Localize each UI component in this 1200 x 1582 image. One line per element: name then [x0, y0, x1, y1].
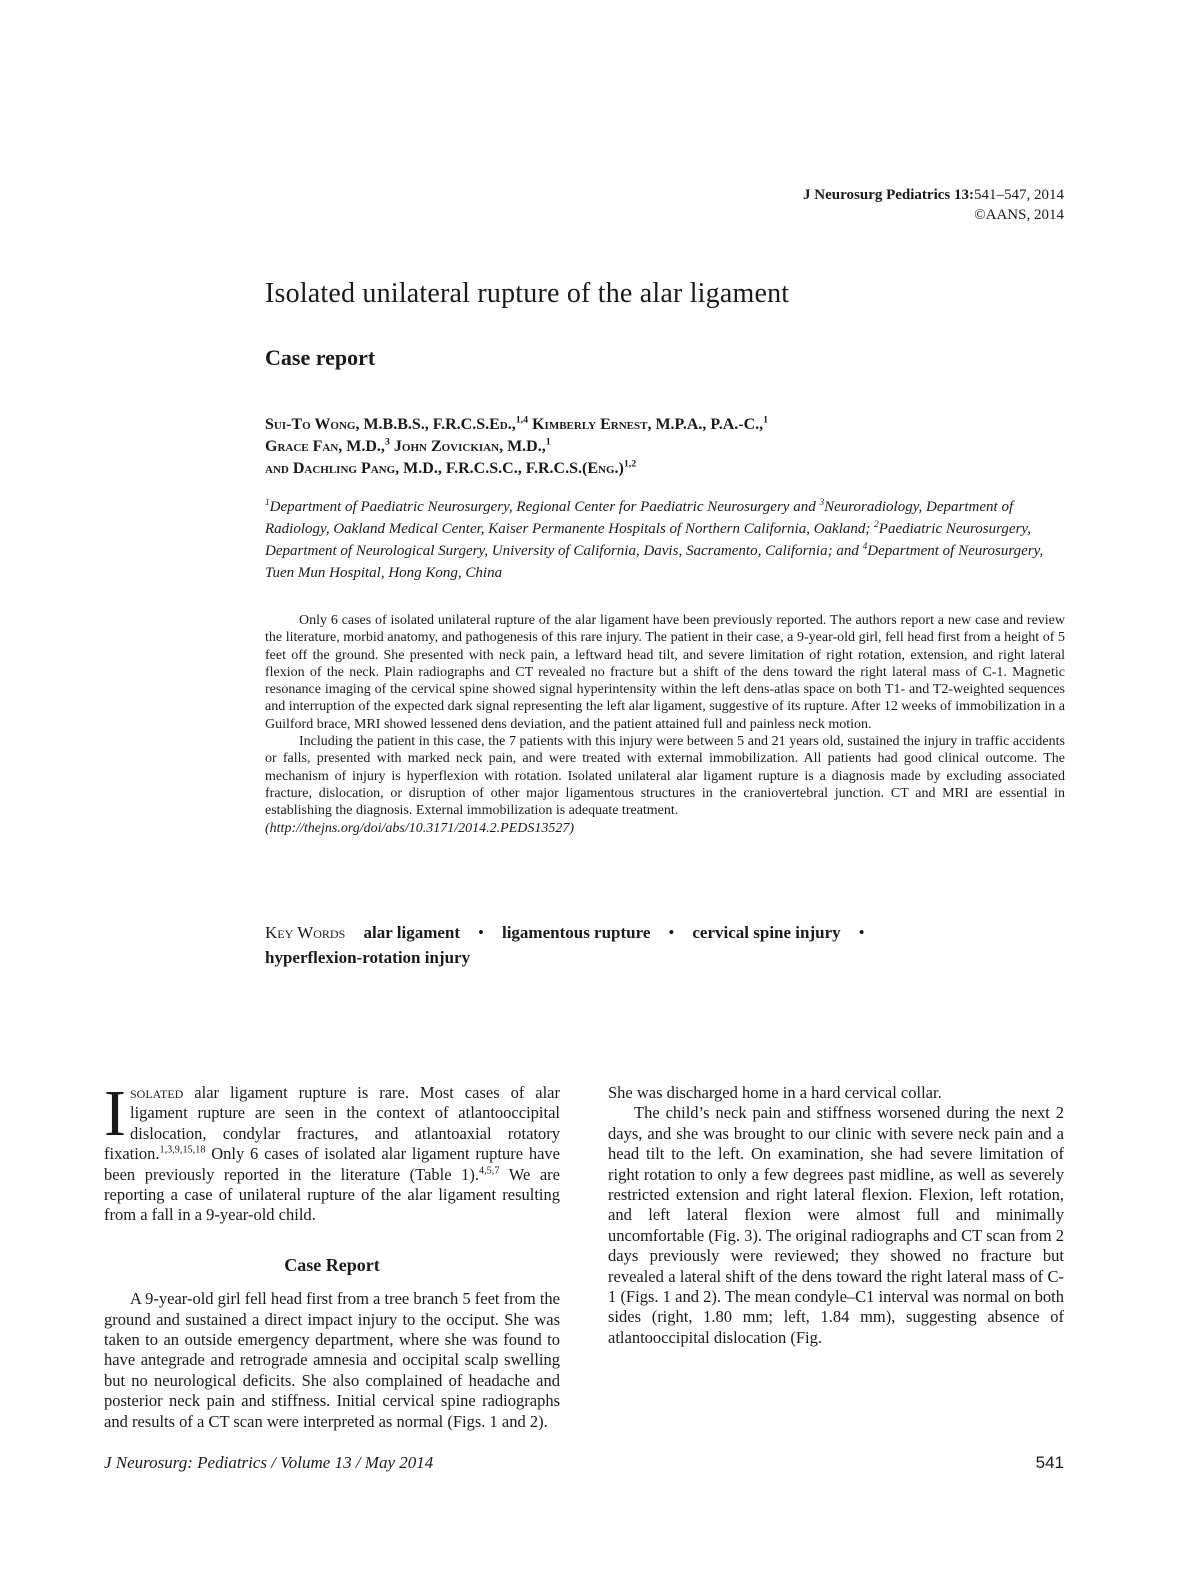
copyright: ©AANS, 2014 [974, 207, 1064, 223]
author-list: Sui-To Wong, M.B.B.S., F.R.C.S.Ed.,$^{1,4}$ Kimberly Ernest, M.P.A., P.A.-C.,$^1$ Grace Fan, M.D.,$^3$ John Zovickian, M.D.,$^1$ and Dachling Pang, M.D., F.R.C.S.C., $F.R.C.S.(Eng.)^{1,2}$ [265, 414, 769, 477]
author: John Zovickian, M.D., [389, 438, 546, 455]
intro-paragraph: Isolated alar ligament rupture is rare. Most cases of alar ligament rupture are seen in the context of atlantooccipital dislocation, condylar fractures, and atlantoaxial rotatory fixation.$^{1,3,9,15,18}$ Only 6 cases of isolated alar ligament rupture have been previously reported in the literature (Table 1).$^{4,5,7}$ We are reporting a case of unilateral rupture of the alar ligament resulting from a fall in a 9-year-old child. [104, 1077, 560, 1225]
author: and Dachling Pang, M.D., F.R.C.S.C., F.R.C.S.(Eng.) [265, 460, 624, 477]
keyword: ligamentous rupture [501, 923, 651, 942]
bullet-separator: • [478, 923, 484, 942]
journal-pages: 541–547, 2014 [974, 187, 1064, 203]
footer-citation: J Neurosurg: Pediatrics / Volume 13 / May 2014 [104, 1453, 434, 1472]
keyword: cervical spine injury [692, 923, 841, 942]
keyword: hyperflexion-rotation injury [265, 948, 471, 967]
body-paragraph: A 9-year-old girl fell head first from a tree branch 5 feet from the ground and sustained a direct impact injury to the occiput. She was taken to an outside emergency department, where she was found to have antegrade and retrograde amnesia and occipital scalp swelling but no neurological deficits. She also complained of headache and posterior neck pain and stiffness. Initial cervical spine radiographs and results of a CT scan were interpreted as normal (Figs. 1 and 2). [104, 1289, 560, 1431]
keyword: alar ligament [363, 923, 461, 942]
bullet-separator: • [858, 923, 865, 942]
author: Sui-To Wong, M.B.B.S., F.R.C.S.Ed., [265, 416, 516, 433]
section-heading: Case Report [284, 1254, 380, 1275]
article-title: Isolated unilateral rupture of the alar ligament [265, 278, 790, 309]
body-paragraph-continued: She was discharged home in a hard cervical collar. [608, 1083, 942, 1102]
article-subtitle: Case report [265, 345, 376, 370]
author: Grace Fan, M.D., [265, 438, 385, 455]
abstract [265, 612, 1065, 837]
journal-citation-header [803, 185, 1064, 225]
bullet-separator: • [668, 923, 675, 942]
page-number: 541 [1035, 1453, 1064, 1472]
drop-cap: I [104, 1077, 126, 1150]
body-column-right [608, 1083, 1064, 1348]
abstract-paragraph: Including the patient in this case, the 7 patients with this injury were between 5 and 21 years old, sustained the injury in traffic accidents or falls, presented with marked neck pain, and were treated with external immobilization. All patients had good clinical outcome. The mechanism of injury is hyperflexion with rotation. Isolated unilateral alar ligament rupture is a diagnosis made by excluding associated fracture, dislocation, or disruption of other major ligamentous structures in the craniovertebral junction. CT and MRI are essential in establishing the diagnosis. External immobilization is adequate treatment. [265, 734, 1065, 819]
keywords-label: Key Words [265, 923, 346, 942]
body-paragraph: The child’s neck pain and stiffness worsened during the next 2 days, and she was brought to our clinic with severe neck pain and a head tilt to the left. On examination, she had severe limitation of right rotation to only a few degrees past midline, as well as severely restricted extension and right lateral flexion. Flexion, left rotation, and left lateral flexion were almost full and minimally uncomfortable (Fig. 3). The original radiographs and CT scan from 2 days previously were reviewed; they showed no fracture but revealed a lateral shift of the dens toward the right lateral mass of C-1 (Figs. 1 and 2). The mean condyle–C1 interval was normal on both sides (right, 1.80 mm; left, 1.84 mm), suggesting absence of atlantooccipital dislocation (Fig. [608, 1103, 1064, 1347]
doi-link[interactable]: (http://thejns.org/doi/abs/10.3171/2014.2.PEDS13527) [265, 820, 575, 836]
body-column-left [104, 1077, 560, 1432]
affiliations: $^1$Department of Paediatric Neurosurgery, Regional Center for Paediatric Neurosurgery and $^3$Neuroradiology, Department of Radiology, Oakland Medical Center, Kaiser Permanente Hospitals of Northern California, Oakland; $^2$Paediatric Neurosurgery, Department of Neurological Surgery, University of California, Davis, Sacramento, California; and $^4$Department of Neurosurgery, Tuen Mun Hospital, Hong Kong, China [265, 498, 1044, 581]
keywords [265, 920, 1065, 970]
author: Kimberly Ernest, M.P.A., P.A.-C., [528, 416, 764, 433]
journal-name: J Neurosurg Pediatrics 13: [803, 187, 974, 203]
abstract-paragraph: Only 6 cases of isolated unilateral rupture of the alar ligament have been previously reported. The authors report a new case and review the literature, morbid anatomy, and pathogenesis of this rare injury. The patient in their case, a 9-year-old girl, fell head first from a height of 5 feet off the ground. She presented with neck pain, a leftward head tilt, and severe limitation of right rotation, extension, and right lateral flexion of the neck. Plain radiographs and CT revealed no fracture but a shift of the dens toward the right lateral mass of C-1. Magnetic resonance imaging of the cervical spine showed signal hyperintensity within the left dens-atlas space on both T1- and T2-weighted sequences and interruption of the expected dark signal representing the left alar ligament, suggestive of its rupture. After 12 weeks of immobilization in a Guilford brace, MRI showed lessened dens deviation, and the patient attained full and painless neck motion. [265, 613, 1065, 732]
